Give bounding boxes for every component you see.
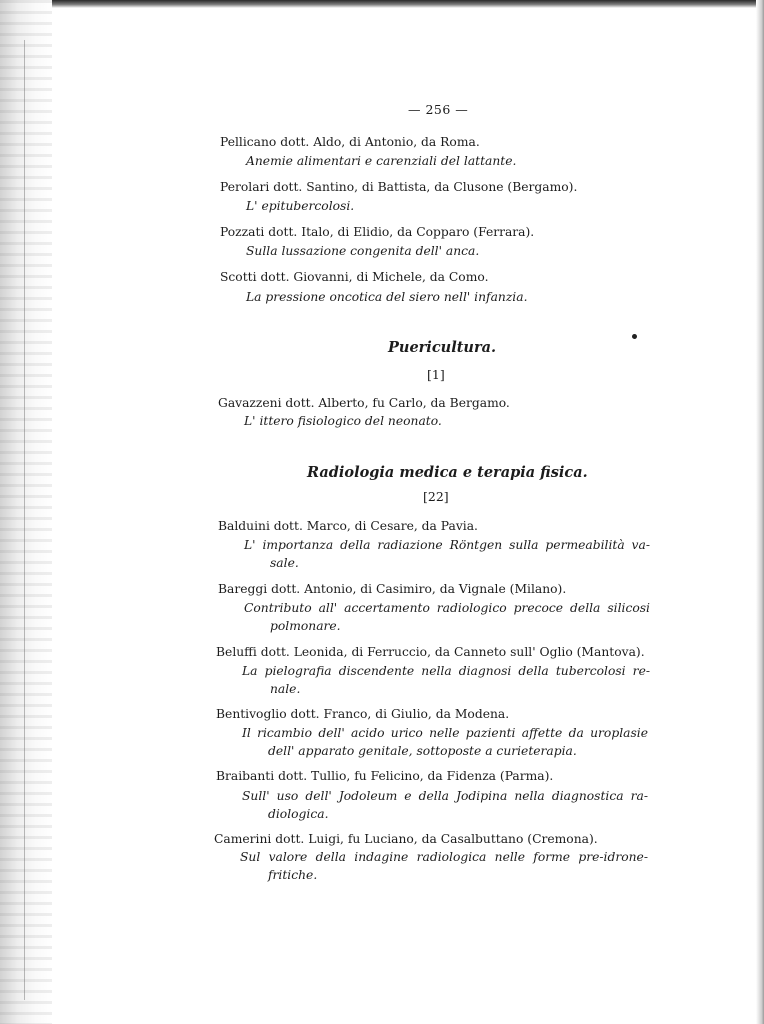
entry-title-cont: fritiche. bbox=[268, 868, 318, 882]
entry-name: Bentivoglio dott. Franco, di Giulio, da Modena. bbox=[216, 707, 510, 721]
entry-title: Anemie alimentari e carenziali del lattante. bbox=[246, 154, 517, 168]
entry-name: Perolari dott. Santino, di Battista, da Clusone (Bergamo). bbox=[220, 180, 578, 194]
entry-title-cont: nale. bbox=[270, 682, 301, 696]
entry-name: Bareggi dott. Antonio, di Casimiro, da Vignale (Milano). bbox=[218, 582, 567, 596]
entry-title: Il ricambio dell' acido urico nelle pazienti affette da uroplasie bbox=[242, 726, 648, 740]
entry-title-cont: dell' apparato genitale, sottoposte a curieterapia. bbox=[268, 744, 577, 758]
entry-name: Balduini dott. Marco, di Cesare, da Pavia. bbox=[218, 519, 478, 533]
entry-name: Beluffi dott. Leonida, di Ferruccio, da Canneto sull' Oglio (Mantova). bbox=[216, 645, 645, 659]
entry-title-cont: sale. bbox=[270, 556, 299, 570]
entry-name: Scotti dott. Giovanni, di Michele, da Como. bbox=[220, 270, 489, 284]
section-heading: Radiologia medica e terapia fisica. bbox=[307, 464, 588, 481]
entry-title: La pielografia discendente nella diagnosi della tubercolosi re- bbox=[242, 664, 650, 678]
entry-title: Sull' uso dell' Jodoleum e della Jodipina nella diagnostica ra- bbox=[242, 789, 648, 803]
entry-name: Braibanti dott. Tullio, fu Felicino, da Fidenza (Parma). bbox=[216, 769, 554, 783]
entry-title: Sulla lussazione congenita dell' anca. bbox=[246, 244, 480, 258]
entry-title: Sul valore della indagine radiologica nelle forme pre-idrone- bbox=[240, 850, 648, 864]
entry-title: Contributo all' accertamento radiologico precoce della silicosi bbox=[244, 601, 650, 615]
entry-name: Camerini dott. Luigi, fu Luciano, da Casalbuttano (Cremona). bbox=[214, 832, 598, 846]
page-number: — 256 — bbox=[408, 102, 469, 117]
entry-title: L' ittero fisiologico del neonato. bbox=[244, 414, 442, 428]
entry-name: Gavazzeni dott. Alberto, fu Carlo, da Bergamo. bbox=[218, 396, 510, 410]
section-count: [1] bbox=[427, 367, 445, 382]
section-count: [22] bbox=[423, 489, 449, 504]
entry-title: L' importanza della radiazione Röntgen sulla permeabilità va- bbox=[244, 538, 650, 552]
entry-title: L' epitubercolosi. bbox=[246, 199, 355, 213]
entry-title-cont: polmonare. bbox=[270, 619, 341, 633]
section-heading: Puericultura. bbox=[388, 339, 497, 356]
entry-name: Pozzati dott. Italo, di Elidio, da Copparo (Ferrara). bbox=[220, 225, 535, 239]
entry-title-cont: diologica. bbox=[268, 807, 329, 821]
entry-name: Pellicano dott. Aldo, di Antonio, da Roma. bbox=[220, 135, 480, 149]
entry-title: La pressione oncotica del siero nell' infanzia. bbox=[246, 290, 528, 304]
